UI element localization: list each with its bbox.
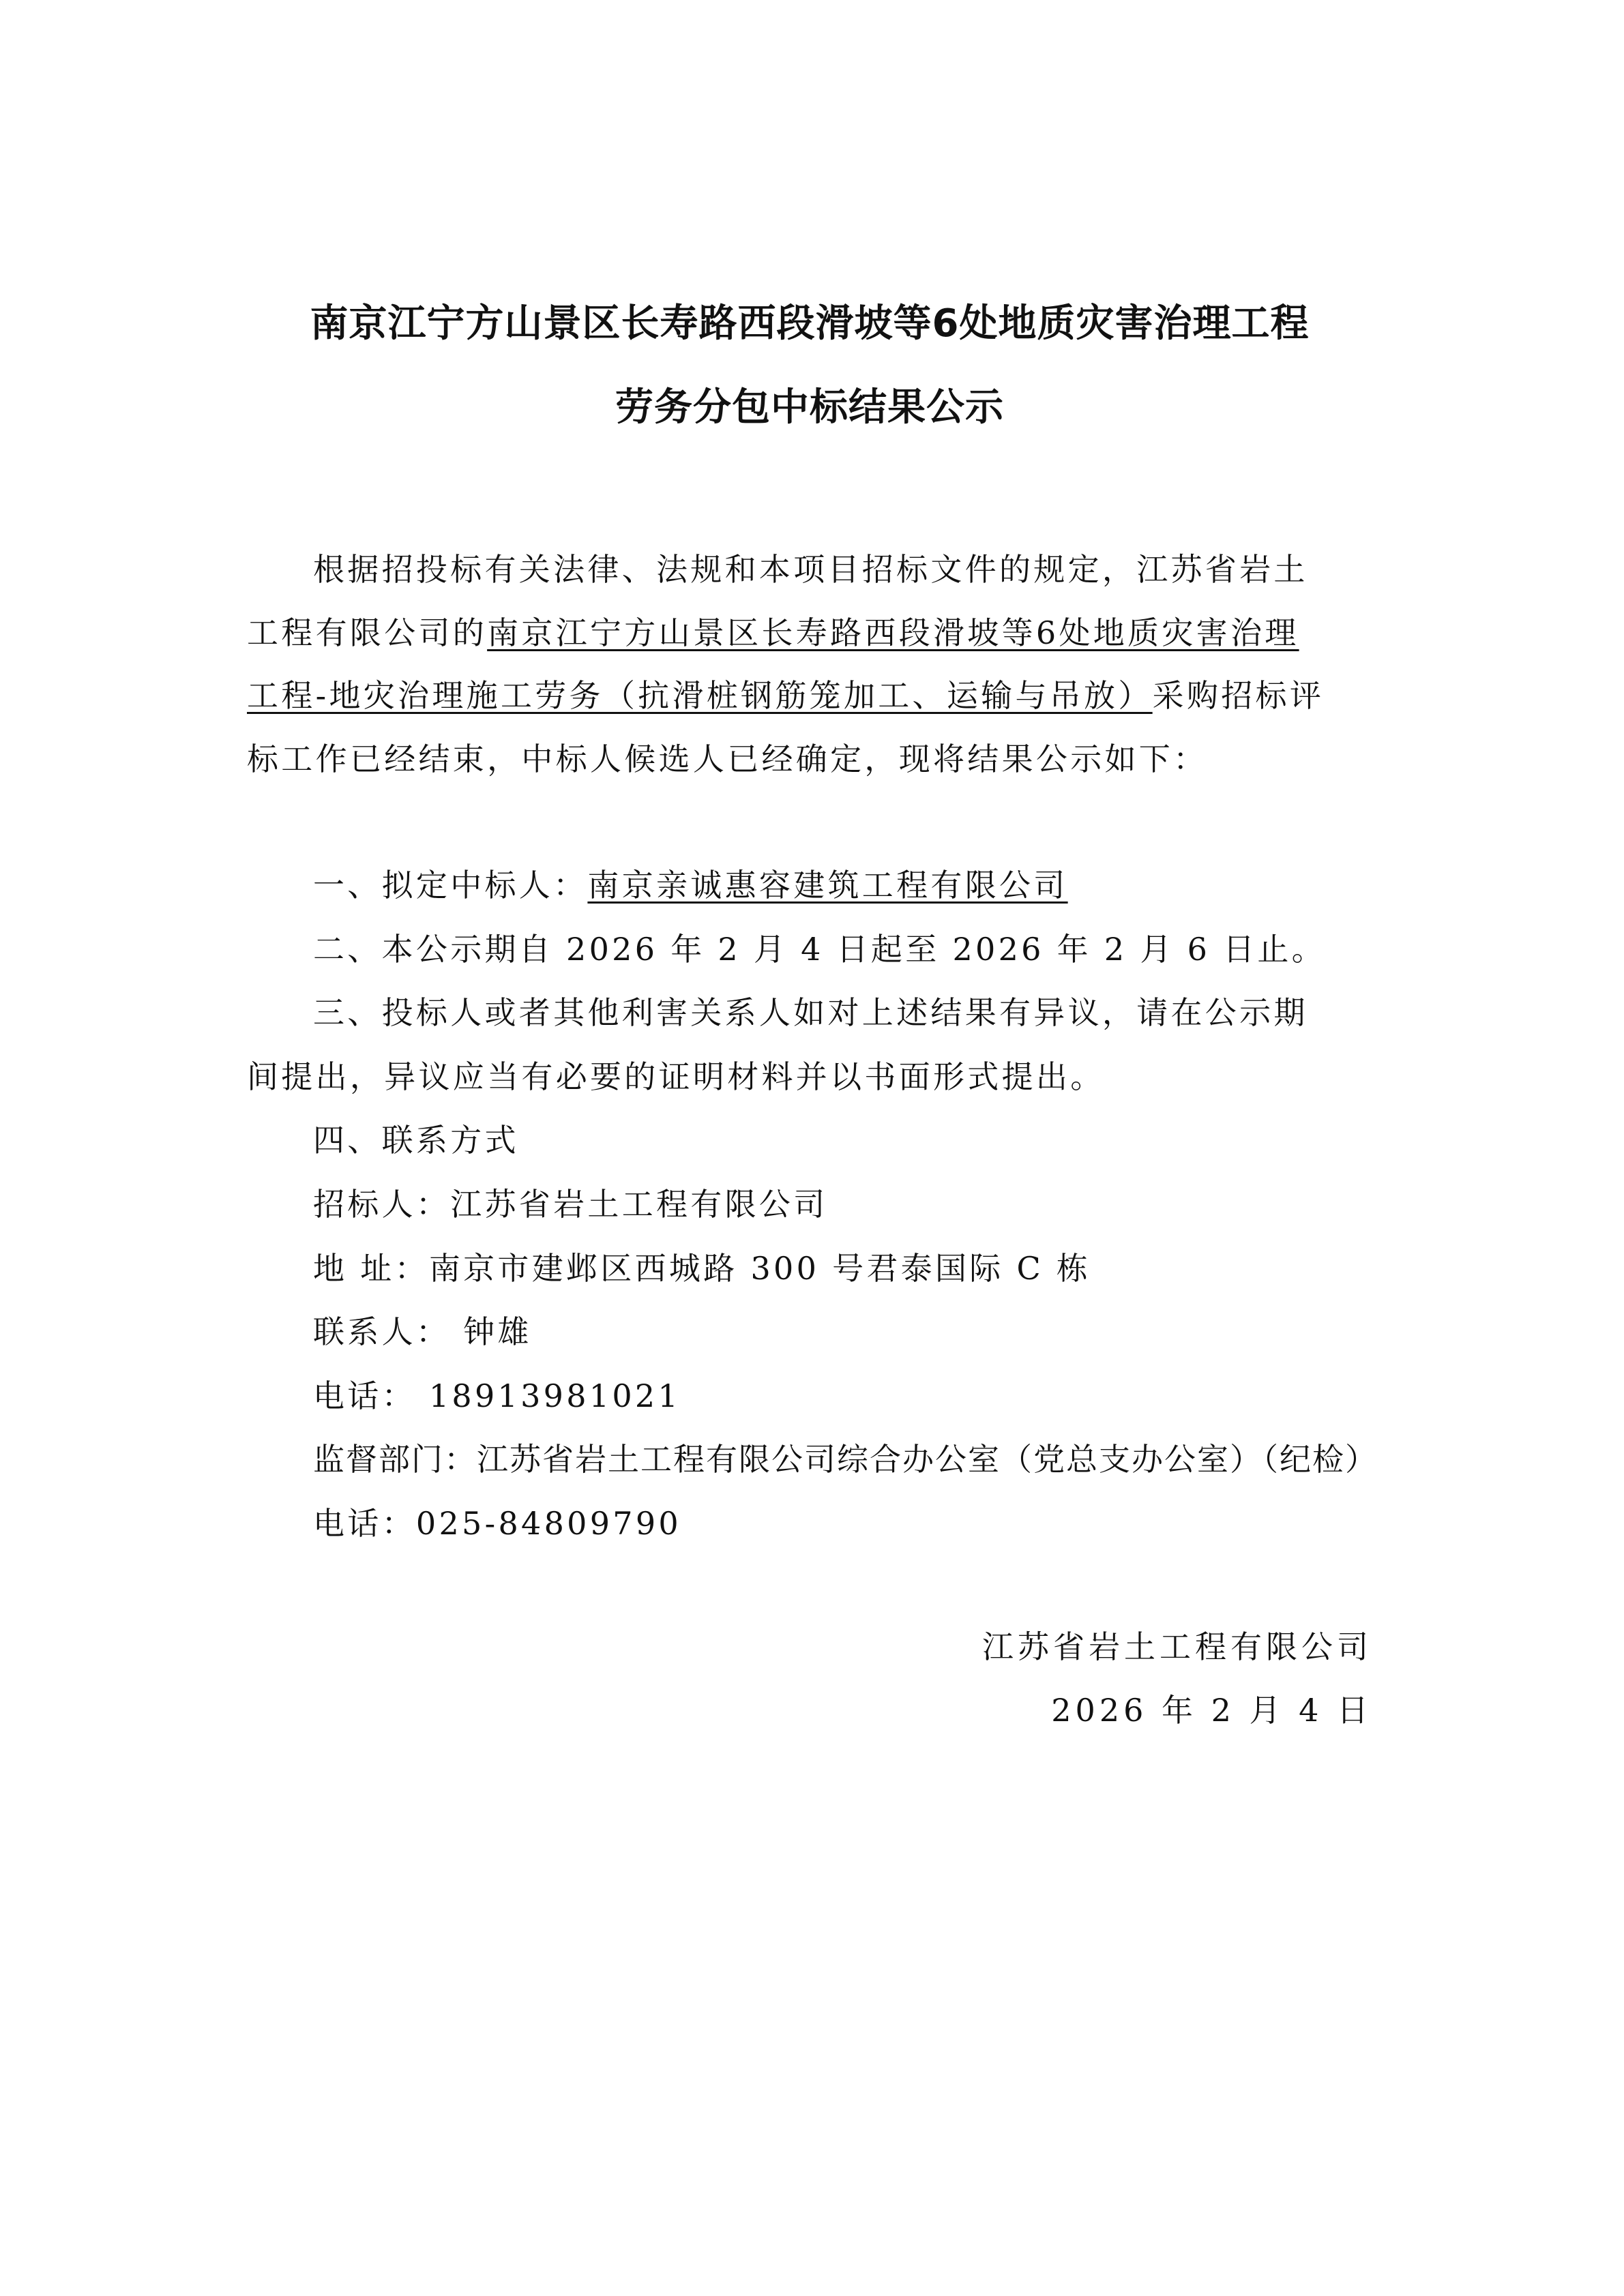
title-line-2: 劳务分包中标结果公示 [615, 385, 1004, 430]
address: 地 址：南京市建邺区西城路 300 号君泰国际 C 栋 [313, 1250, 1091, 1287]
signature-date: 2026 年 2 月 4 日 [1051, 1692, 1372, 1729]
winner-label: 一、拟定中标人： [313, 867, 588, 904]
supervision-phone: 电话：025-84809790 [313, 1505, 681, 1542]
project-name-part-1: 南京江宁方山景区长寿路西段滑坡等6处地质灾害治理 [487, 614, 1299, 651]
contact-heading: 四、联系方式 [313, 1122, 519, 1159]
intro-company-text: 工程有限公司的 [247, 614, 488, 651]
winner-name: 南京亲诚惠容建筑工程有限公司 [587, 867, 1068, 904]
objection-line-1: 三、投标人或者其他利害关系人如对上述结果有异议，请在公示期 [313, 994, 1308, 1031]
signature-company: 江苏省岩土工程有限公司 [982, 1628, 1372, 1665]
project-name-part-2: 工程-地灾治理施工劳务（抗滑桩钢筋笼加工、运输与吊放） [247, 677, 1153, 714]
supervision-department: 监督部门：江苏省岩土工程有限公司综合办公室（党总支办公室）（纪检） [313, 1441, 1378, 1478]
publicity-period: 二、本公示期自 2026 年 2 月 4 日起至 2026 年 2 月 6 日止。 [313, 931, 1326, 968]
tenderer: 招标人：江苏省岩土工程有限公司 [313, 1186, 828, 1223]
intro-line-2 [247, 612, 1372, 653]
intro-line-4: 标工作已经结束，中标人候选人已经确定，现将结果公示如下： [247, 741, 1208, 777]
intro-line-1: 根据招投标有关法律、法规和本项目招标文件的规定，江苏省岩土 [313, 551, 1308, 588]
contact-phone: 电话： 18913981021 [313, 1377, 681, 1414]
intro-procurement-text: 采购招标评 [1152, 677, 1325, 714]
objection-line-2: 间提出，异议应当有必要的证明材料并以书面形式提出。 [247, 1058, 1105, 1095]
winner-line [247, 865, 1438, 906]
title-line-1: 南京江宁方山景区长寿路西段滑坡等6处地质灾害治理工程 [310, 301, 1310, 346]
contact-person: 联系人： 钟雄 [313, 1313, 532, 1350]
intro-line-3 [247, 675, 1372, 716]
